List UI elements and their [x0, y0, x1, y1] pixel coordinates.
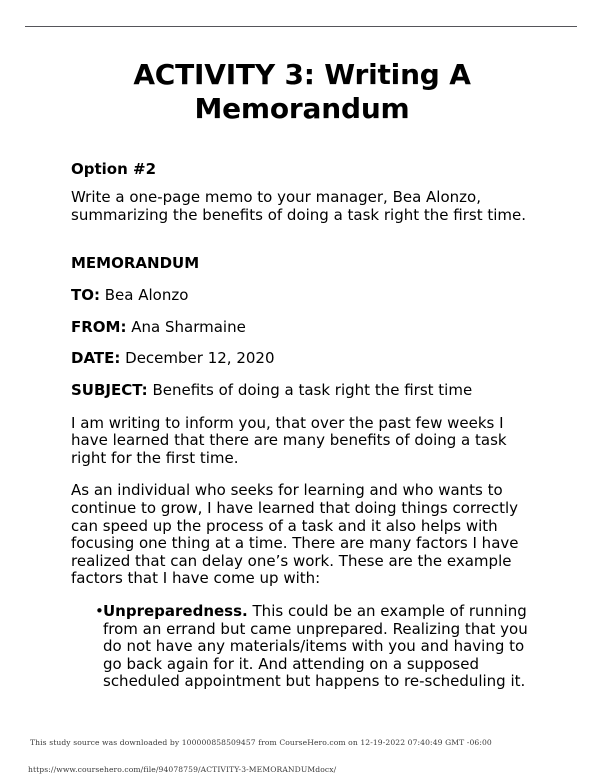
- memo-field-subject-label: SUBJECT:: [71, 380, 148, 399]
- option-heading: Option #2: [71, 160, 157, 178]
- memo-field-date: [71, 350, 533, 368]
- spacer: [71, 368, 533, 382]
- spacer: [71, 273, 533, 287]
- spacer: [71, 467, 533, 482]
- memo-field-to-label: TO:: [71, 286, 100, 305]
- factor-list: [71, 603, 533, 691]
- spacer: [71, 336, 533, 350]
- source-url-watermark: https://www.coursehero.com/file/94078759/ACTIVITY-3-MEMORANDUMdocx/: [28, 765, 337, 774]
- header-divider: [25, 26, 577, 27]
- spacer: [71, 224, 533, 254]
- list-item-text: This could be an example of running from an errand but came unprepared. Realizing that you do not have any materials/items with you and having to go back again for it. And attending on a supposed scheduled appointment but happens to re-scheduling it.: [103, 601, 528, 691]
- bullet-icon: •: [95, 601, 104, 620]
- spacer: [71, 126, 533, 160]
- spacer: [71, 400, 533, 415]
- download-watermark: This study source was downloaded by 100000858509457 from CourseHero.com on 12-19-2022 07:40:49 GMT -06:00: [30, 738, 492, 747]
- document-content: [71, 58, 533, 691]
- page-title: ACTIVITY 3: Writing A Memorandum: [133, 58, 471, 125]
- memo-field-from: [71, 319, 533, 337]
- list-item: [71, 603, 533, 691]
- memo-paragraph-1: I am writing to inform you, that over the past few weeks I have learned that there are many benefits of doing a task right for the first time.: [71, 413, 507, 467]
- memo-field-date-value: December 12, 2020: [125, 349, 275, 368]
- memo-field-date-label: DATE:: [71, 349, 121, 368]
- memorandum-heading: MEMORANDUM: [71, 254, 200, 273]
- memo-field-to-value: Bea Alonzo: [104, 286, 189, 305]
- memo-field-subject: [71, 382, 533, 400]
- spacer: [71, 588, 533, 603]
- assignment-prompt: Write a one-page memo to your manager, Bea Alonzo, summarizing the benefits of doing a task right the first time.: [71, 188, 527, 224]
- spacer: [71, 305, 533, 319]
- memo-field-subject-value: Benefits of doing a task right the first time: [152, 380, 473, 399]
- memo-field-to: [71, 287, 533, 305]
- list-item-term: Unpreparedness.: [103, 601, 248, 620]
- memo-field-from-label: FROM:: [71, 317, 127, 336]
- memo-field-from-value: Ana Sharmaine: [131, 317, 246, 336]
- memo-paragraph-2: As an individual who seeks for learning and who wants to continue to grow, I have learned that doing things correctly can speed up the process of a task and it also helps with focusing one thing at a time. There are many factors I have realized that can delay one’s work. These are the example factors that I have come up with:: [71, 481, 519, 588]
